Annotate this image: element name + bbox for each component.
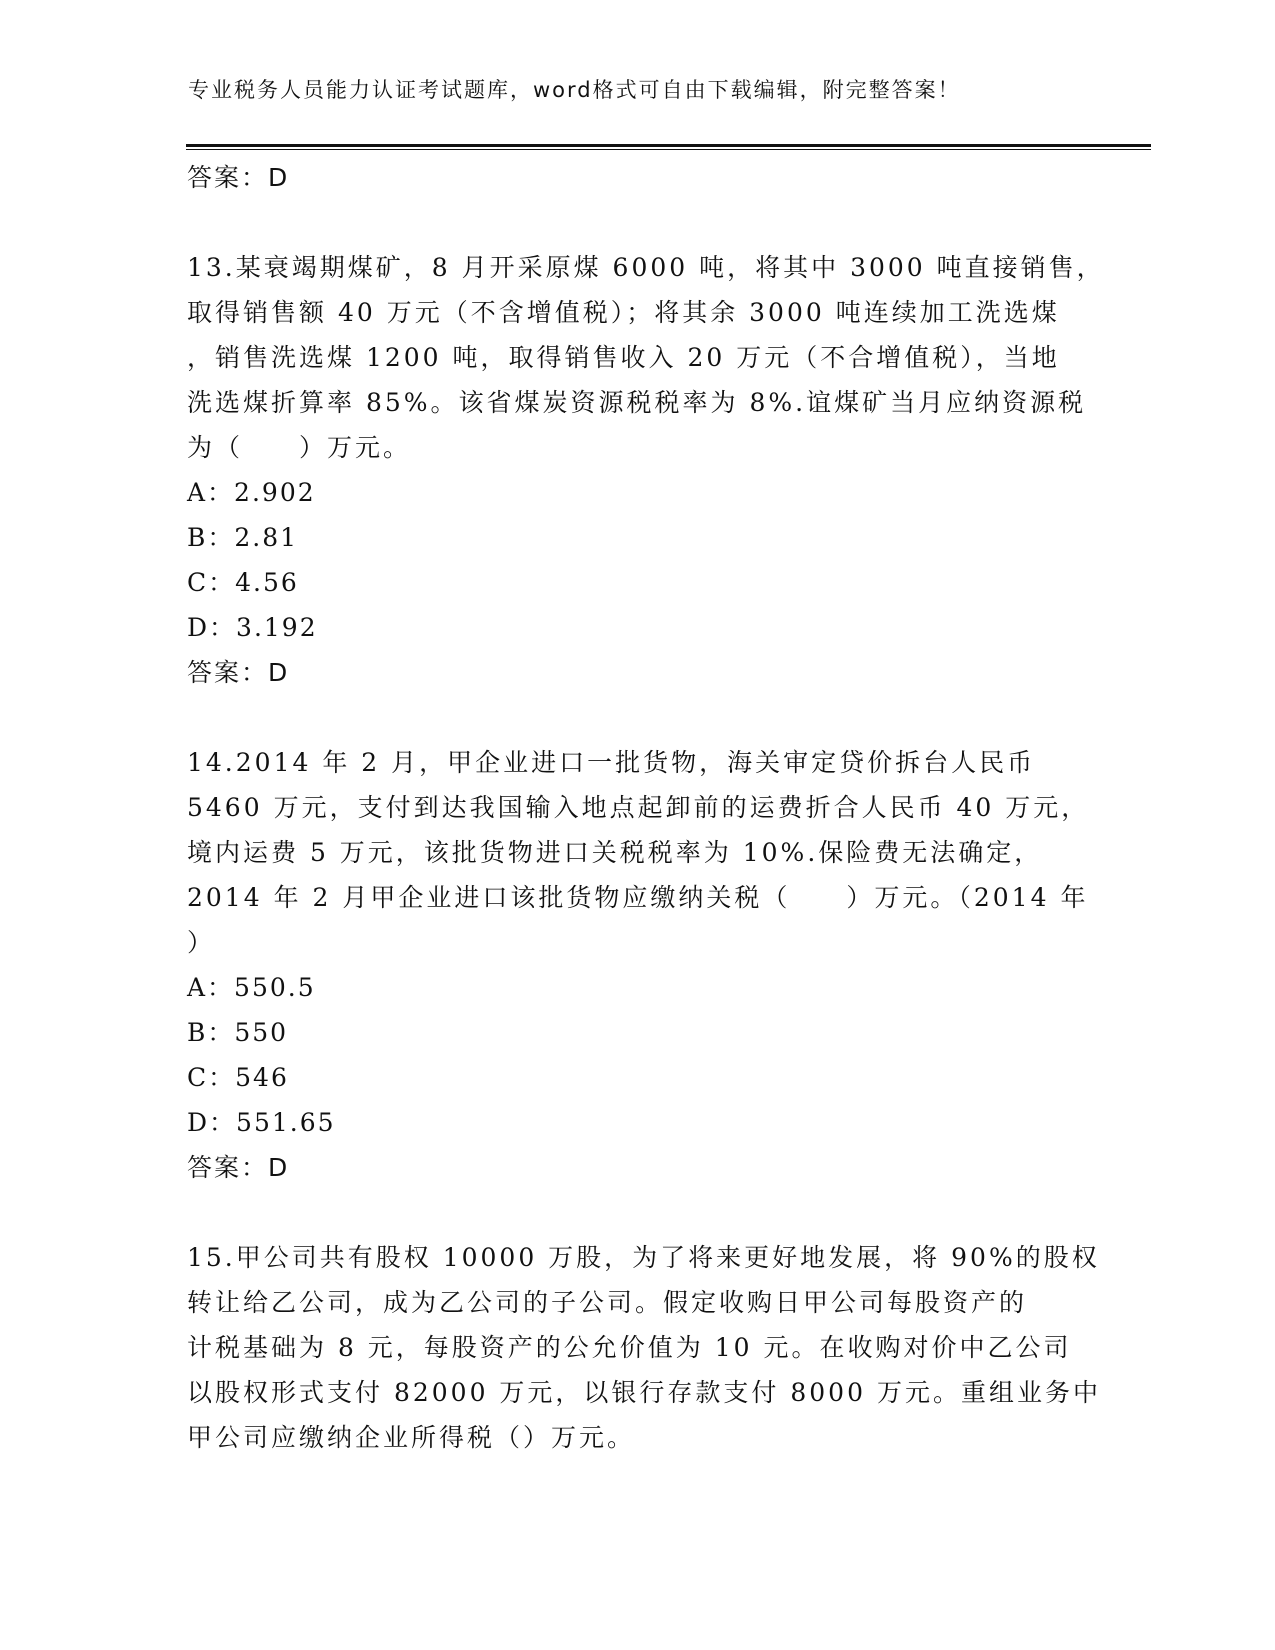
header-rule-thick bbox=[186, 144, 1151, 147]
question-stem-line: ） bbox=[187, 928, 216, 957]
question-stem-line: 转让给乙公司，成为乙公司的子公司。假定收购日甲公司每股资产的 bbox=[187, 1288, 1028, 1317]
option-b: B：2.81 bbox=[187, 523, 299, 552]
option-b: B：550 bbox=[187, 1018, 289, 1047]
question-stem-line: 为（ ）万元。 bbox=[187, 433, 412, 462]
document-body bbox=[187, 155, 1105, 1460]
question-14 bbox=[187, 740, 1090, 1190]
header-rule-thin bbox=[186, 149, 1151, 150]
option-d: D：551.65 bbox=[187, 1108, 336, 1137]
page-header-text: 专业税务人员能力认证考试题库，word格式可自由下载编辑，附完整答案！ bbox=[188, 78, 961, 102]
option-c: C：4.56 bbox=[187, 568, 299, 597]
question-15 bbox=[187, 1235, 1101, 1460]
question-answer: 答案：D bbox=[187, 658, 290, 687]
option-d: D：3.192 bbox=[187, 613, 318, 642]
question-stem-line: 洗选煤折算率 85%。该省煤炭资源税税率为 8%.谊煤矿当月应纳资源税 bbox=[187, 388, 1087, 417]
question-stem-line: 取得销售额 40 万元（不含增值税）；将其余 3000 吨连续加工洗选煤 bbox=[187, 298, 1060, 327]
question-stem-line: 境内运费 5 万元，该批货物进口关税税率为 10%.保险费无法确定， bbox=[187, 838, 1043, 867]
question-stem-line: 计税基础为 8 元，每股资产的公允价值为 10 元。在收购对价中乙公司 bbox=[187, 1333, 1072, 1362]
question-stem-line: 甲公司应缴纳企业所得税（）万元。 bbox=[187, 1423, 636, 1452]
option-a: A：2.902 bbox=[187, 478, 316, 507]
previous-answer: 答案：D bbox=[187, 163, 290, 192]
question-stem-line: 15.甲公司共有股权 10000 万股，为了将来更好地发展，将 90%的股权 bbox=[187, 1243, 1100, 1272]
question-stem-line: 14.2014 年 2 月，甲企业进口一批货物，海关审定贷价拆台人民币 bbox=[187, 748, 1036, 777]
question-13 bbox=[187, 245, 1105, 695]
question-stem-line: 2014 年 2 月甲企业进口该批货物应缴纳关税（ ）万元。（2014 年 bbox=[187, 883, 1089, 912]
question-stem-line: ，销售洗选煤 1200 吨，取得销售收入 20 万元（不合增值税），当地 bbox=[187, 343, 1060, 372]
option-a: A：550.5 bbox=[187, 973, 316, 1002]
question-stem-line: 13.某衰竭期煤矿，8 月开采原煤 6000 吨，将其中 3000 吨直接销售， bbox=[187, 253, 1105, 282]
question-answer: 答案：D bbox=[187, 1153, 290, 1182]
option-c: C：546 bbox=[187, 1063, 289, 1092]
question-stem-line: 以股权形式支付 82000 万元，以银行存款支付 8000 万元。重组业务中 bbox=[187, 1378, 1101, 1407]
question-stem-line: 5460 万元，支付到达我国输入地点起卸前的运费折合人民币 40 万元， bbox=[187, 793, 1090, 822]
